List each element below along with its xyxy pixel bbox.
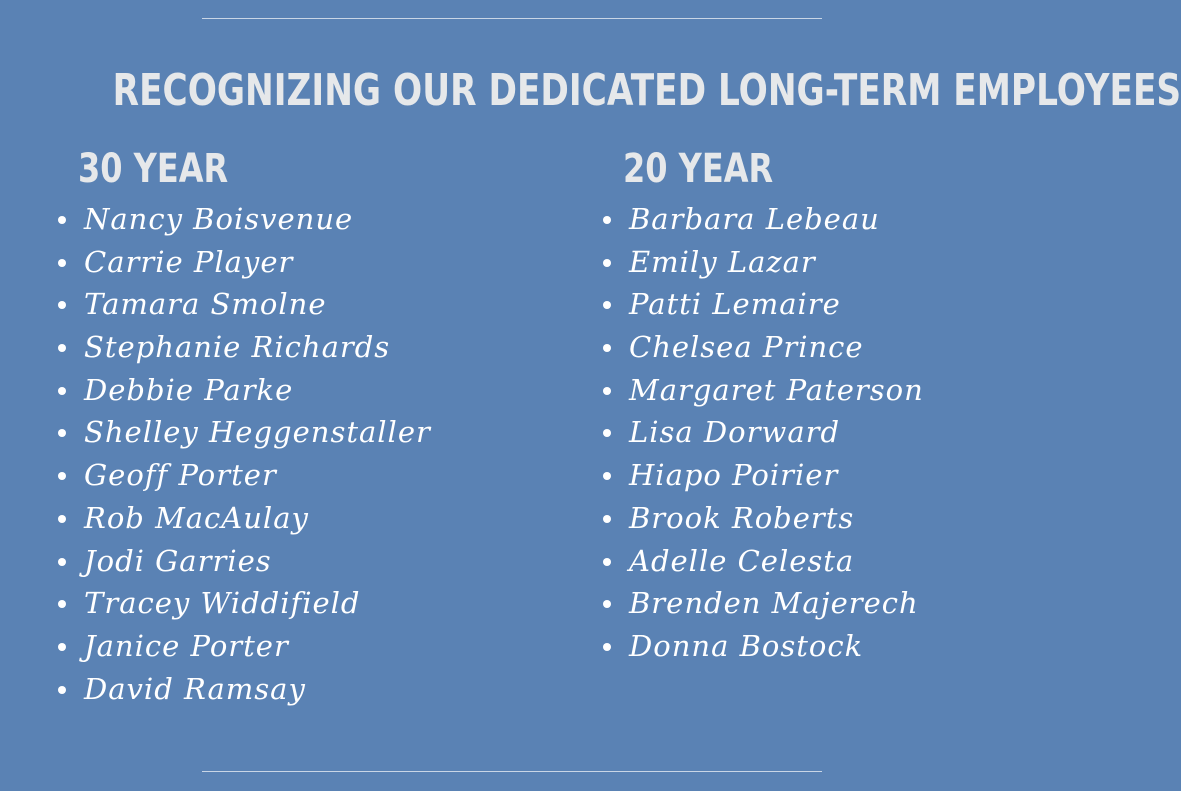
bullet-icon — [58, 686, 66, 694]
list-item — [603, 326, 924, 369]
bullet-icon — [603, 216, 611, 224]
employee-name: David Ramsay — [84, 671, 306, 706]
bullet-icon — [603, 301, 611, 309]
bullet-icon — [58, 259, 66, 267]
list-item — [58, 454, 431, 497]
employee-name: Rob MacAulay — [84, 500, 309, 535]
bullet-icon — [603, 558, 611, 566]
employee-name: Stephanie Richards — [84, 330, 391, 365]
employee-name: Hiapo Poirier — [629, 458, 839, 493]
list-item — [603, 369, 924, 412]
employee-name: Chelsea Prince — [629, 330, 864, 365]
list-item — [58, 411, 431, 454]
employee-name: Donna Bostock — [629, 628, 864, 663]
employee-name: Patti Lemaire — [629, 287, 841, 322]
list-item — [58, 497, 431, 540]
employee-name: Carrie Player — [84, 244, 294, 279]
employee-name: Barbara Lebeau — [629, 202, 880, 236]
employee-name: Janice Porter — [84, 628, 289, 663]
page-title: RECOGNIZING OUR DEDICATED LONG-TERM EMPLOYEES — [112, 65, 1181, 117]
employee-name: Tracey Widdifield — [84, 586, 361, 621]
list-item — [603, 582, 924, 625]
bullet-icon — [603, 429, 611, 437]
list-item — [603, 411, 924, 454]
bullet-icon — [58, 472, 66, 480]
list-item — [603, 283, 924, 326]
list-item — [603, 625, 924, 668]
bullet-icon — [58, 216, 66, 224]
list-item — [58, 369, 431, 412]
list-item — [58, 668, 431, 711]
bullet-icon — [58, 643, 66, 651]
list-item — [58, 241, 431, 284]
employee-name: Debbie Parke — [84, 372, 294, 407]
bullet-icon — [603, 515, 611, 523]
twenty-year-column — [603, 140, 924, 668]
list-item — [58, 283, 431, 326]
bullet-icon — [603, 600, 611, 608]
employee-name: Emily Lazar — [629, 244, 816, 279]
bullet-icon — [58, 429, 66, 437]
employee-name: Tamara Smolne — [84, 287, 327, 322]
employee-name: Geoff Porter — [84, 458, 277, 493]
list-item — [603, 454, 924, 497]
list-item — [603, 198, 924, 241]
employee-name: Jodi Garries — [84, 543, 272, 578]
bullet-icon — [58, 558, 66, 566]
list-item — [58, 540, 431, 583]
bottom-divider — [202, 771, 822, 772]
bullet-icon — [58, 344, 66, 352]
bullet-icon — [58, 600, 66, 608]
employee-name: Margaret Paterson — [629, 372, 924, 407]
employee-name: Brenden Majerech — [629, 586, 919, 621]
thirty-year-heading: 30 YEAR — [78, 146, 229, 192]
employee-name: Shelley Heggenstaller — [84, 415, 431, 450]
list-item — [603, 540, 924, 583]
employee-name: Lisa Dorward — [629, 415, 841, 450]
thirty-year-name-list — [58, 198, 431, 710]
list-item — [58, 582, 431, 625]
list-item — [603, 497, 924, 540]
thirty-year-column — [58, 140, 431, 710]
list-item — [58, 198, 431, 241]
twenty-year-heading: 20 YEAR — [623, 146, 774, 192]
list-item — [603, 241, 924, 284]
employee-name: Nancy Boisvenue — [84, 202, 354, 236]
bullet-icon — [603, 472, 611, 480]
bullet-icon — [603, 344, 611, 352]
bullet-icon — [58, 387, 66, 395]
bullet-icon — [58, 301, 66, 309]
employee-name: Brook Roberts — [629, 500, 855, 535]
bullet-icon — [58, 515, 66, 523]
bullet-icon — [603, 643, 611, 651]
top-divider — [202, 18, 822, 19]
bullet-icon — [603, 259, 611, 267]
twenty-year-name-list — [603, 198, 924, 668]
bullet-icon — [603, 387, 611, 395]
list-item — [58, 625, 431, 668]
list-item — [58, 326, 431, 369]
employee-name: Adelle Celesta — [629, 543, 855, 578]
